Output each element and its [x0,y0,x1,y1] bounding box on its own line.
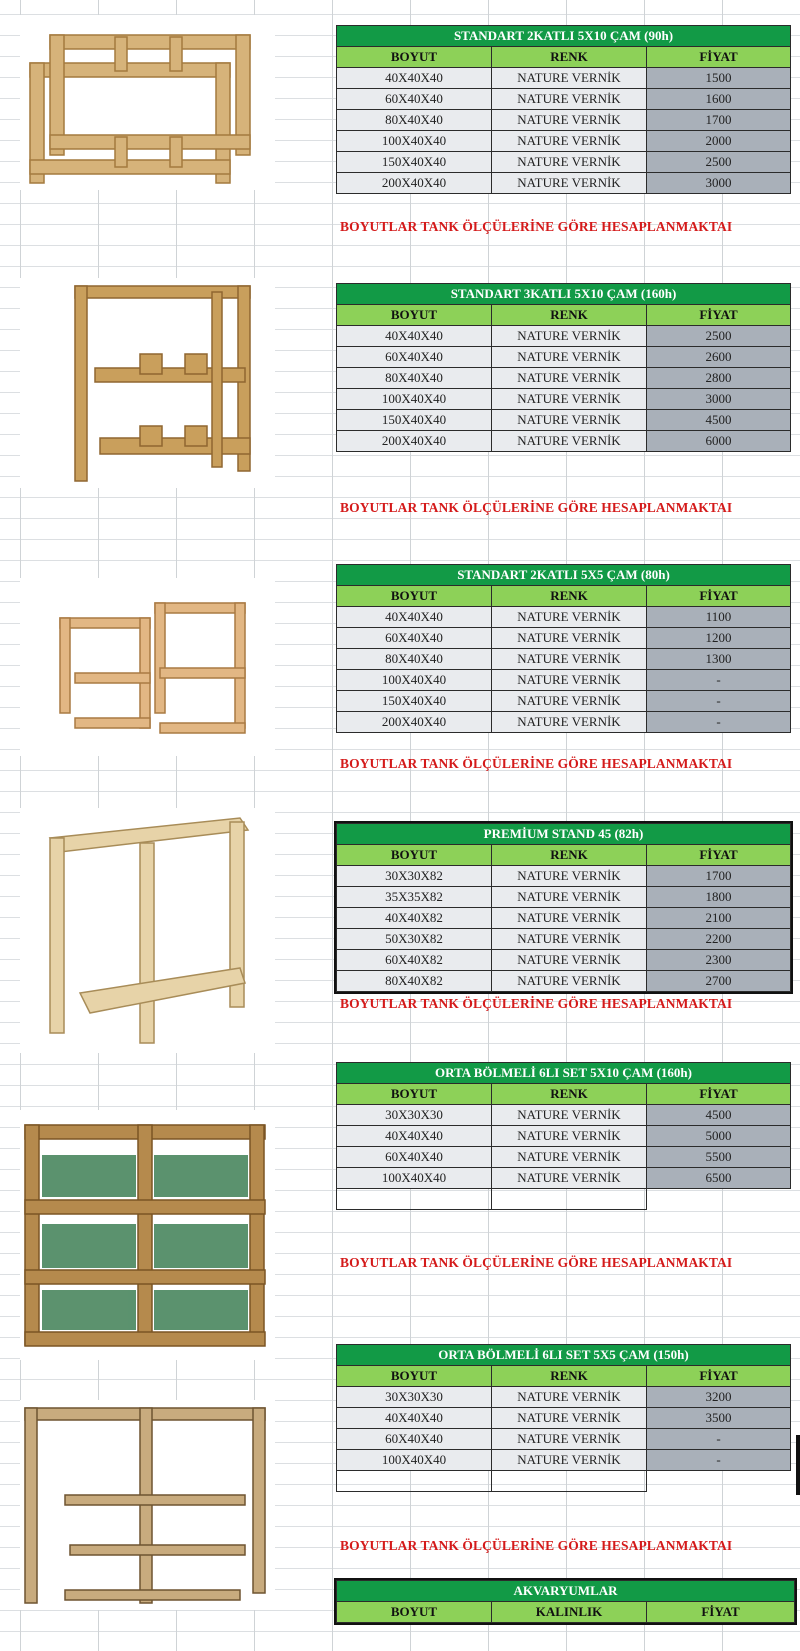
table-row [337,368,791,389]
color-cell: NATURE VERNİK [492,173,647,194]
table-row [337,110,791,131]
empty-cell [647,1189,791,1210]
price-cell: 2700 [647,971,791,992]
table-row [337,1105,791,1126]
size-cell: 100X40X40 [337,131,492,152]
price-cell: 3200 [647,1387,791,1408]
table-row [337,1168,791,1189]
price-cell: 4500 [647,410,791,431]
price-cell: - [647,1429,791,1450]
size-cell: 150X40X40 [337,410,492,431]
size-cell: 80X40X40 [337,110,492,131]
price-cell: 4500 [647,1105,791,1126]
column-header-price: FİYAT [647,845,791,866]
empty-cell [337,1189,492,1210]
column-header-size: BOYUT [337,1366,492,1387]
column-header-price: FİYAT [647,305,791,326]
color-cell: NATURE VERNİK [492,887,647,908]
price-cell: - [647,691,791,712]
table-row [337,950,791,971]
column-header-color: RENK [492,845,647,866]
size-cell: 30X30X82 [337,866,492,887]
size-cell: 200X40X40 [337,431,492,452]
color-cell: NATURE VERNİK [492,1450,647,1471]
table-title: ORTA BÖLMELİ 6LI SET 5X10 ÇAM (160h) [337,1063,791,1084]
column-header-size: BOYUT [337,47,492,68]
price-table [336,1580,795,1623]
table-row [337,866,791,887]
table-row [337,68,791,89]
column-header-size: BOYUT [337,586,492,607]
table-row [337,971,791,992]
price-table [336,823,791,992]
price-cell: 2800 [647,368,791,389]
table-row [337,908,791,929]
column-header-price: FİYAT [647,1084,791,1105]
price-table [336,1062,791,1210]
table-row [337,389,791,410]
table-row [337,1408,791,1429]
table-row [337,670,791,691]
empty-cell [337,1471,492,1492]
price-cell: 2000 [647,131,791,152]
color-cell: NATURE VERNİK [492,431,647,452]
small-cube-stands-photo [20,578,275,756]
table-row [337,649,791,670]
size-cell: 30X30X30 [337,1105,492,1126]
size-cell: 40X40X40 [337,1408,492,1429]
price-cell: 1800 [647,887,791,908]
price-cell: 2500 [647,152,791,173]
size-cell: 100X40X40 [337,1168,492,1189]
color-cell: NATURE VERNİK [492,908,647,929]
price-cell: 1300 [647,649,791,670]
premium-stand-photo [20,808,275,1053]
size-cell: 80X40X82 [337,971,492,992]
column-header-price: FİYAT [647,1366,791,1387]
color-cell: NATURE VERNİK [492,1147,647,1168]
table-title: PREMİUM STAND 45 (82h) [337,824,791,845]
price-cell: 1200 [647,628,791,649]
table-row [337,1450,791,1471]
color-cell: NATURE VERNİK [492,1429,647,1450]
color-cell: NATURE VERNİK [492,326,647,347]
size-cell: 60X40X40 [337,628,492,649]
price-cell: 5000 [647,1126,791,1147]
empty-cell [492,1189,647,1210]
column-header-thickness: KALINLIK [492,1602,647,1623]
price-cell: 2200 [647,929,791,950]
size-cell: 40X40X40 [337,326,492,347]
table-row [337,347,791,368]
size-cell: 40X40X40 [337,607,492,628]
price-table [336,25,791,194]
frame-edge-bar [796,1435,800,1495]
price-cell: 2300 [647,950,791,971]
table-row [337,712,791,733]
empty-row [337,1471,791,1492]
color-cell: NATURE VERNİK [492,1105,647,1126]
column-header-color: RENK [492,305,647,326]
size-note: BOYUTLAR TANK ÖLÇÜLERİNE GÖRE HESAPLANMAKTAI [340,219,733,234]
table-row [337,89,791,110]
price-cell: 6000 [647,431,791,452]
color-cell: NATURE VERNİK [492,866,647,887]
size-cell: 100X40X40 [337,1450,492,1471]
table-row [337,1387,791,1408]
table-row [337,326,791,347]
size-cell: 40X40X40 [337,1126,492,1147]
table-title: STANDART 2KATLI 5X10 ÇAM (90h) [337,26,791,47]
price-cell: 1600 [647,89,791,110]
price-cell: 3000 [647,389,791,410]
color-cell: NATURE VERNİK [492,670,647,691]
color-cell: NATURE VERNİK [492,152,647,173]
price-cell: 1100 [647,607,791,628]
color-cell: NATURE VERNİK [492,347,647,368]
column-header-size: BOYUT [337,845,492,866]
three-tier-wooden-stand-photo [20,278,275,488]
color-cell: NATURE VERNİK [492,68,647,89]
table-title: STANDART 2KATLI 5X5 ÇAM (80h) [337,565,791,586]
price-cell: 1500 [647,68,791,89]
table-row [337,1147,791,1168]
column-header-color: RENK [492,1084,647,1105]
six-tank-rack-frame-photo [20,1400,275,1610]
price-table [336,283,791,452]
color-cell: NATURE VERNİK [492,389,647,410]
size-cell: 30X30X30 [337,1387,492,1408]
size-note: BOYUTLAR TANK ÖLÇÜLERİNE GÖRE HESAPLANMAKTAI [340,500,733,515]
color-cell: NATURE VERNİK [492,929,647,950]
column-header-color: RENK [492,47,647,68]
color-cell: NATURE VERNİK [492,410,647,431]
color-cell: NATURE VERNİK [492,1408,647,1429]
table-row [337,628,791,649]
table-row [337,607,791,628]
table-row [337,173,791,194]
column-header-price: FİYAT [647,586,791,607]
color-cell: NATURE VERNİK [492,368,647,389]
table-row [337,929,791,950]
two-tier-wooden-stand-photo [20,15,275,190]
price-cell: - [647,712,791,733]
price-cell: 6500 [647,1168,791,1189]
size-note: BOYUTLAR TANK ÖLÇÜLERİNE GÖRE HESAPLANMAKTAI [340,756,733,771]
size-cell: 35X35X82 [337,887,492,908]
empty-row [337,1189,791,1210]
column-header-color: RENK [492,586,647,607]
price-cell: 5500 [647,1147,791,1168]
price-cell: 2600 [647,347,791,368]
price-cell: 1700 [647,866,791,887]
table-row [337,431,791,452]
size-cell: 80X40X40 [337,368,492,389]
price-table [336,564,791,733]
price-cell: 3500 [647,1408,791,1429]
column-header-price: FİYAT [647,1602,795,1623]
price-cell: 2100 [647,908,791,929]
color-cell: NATURE VERNİK [492,712,647,733]
price-cell: - [647,670,791,691]
size-cell: 100X40X40 [337,389,492,410]
size-note: BOYUTLAR TANK ÖLÇÜLERİNE GÖRE HESAPLANMAKTAI [340,1255,733,1270]
color-cell: NATURE VERNİK [492,1387,647,1408]
color-cell: NATURE VERNİK [492,607,647,628]
size-cell: 60X40X40 [337,1429,492,1450]
color-cell: NATURE VERNİK [492,89,647,110]
color-cell: NATURE VERNİK [492,628,647,649]
table-title: ORTA BÖLMELİ 6LI SET 5X5 ÇAM (150h) [337,1345,791,1366]
price-cell: 1700 [647,110,791,131]
table-row [337,131,791,152]
color-cell: NATURE VERNİK [492,649,647,670]
color-cell: NATURE VERNİK [492,1126,647,1147]
size-note: BOYUTLAR TANK ÖLÇÜLERİNE GÖRE HESAPLANMAKTAI [340,1538,733,1553]
size-cell: 200X40X40 [337,173,492,194]
color-cell: NATURE VERNİK [492,131,647,152]
table-title: STANDART 3KATLI 5X10 ÇAM (160h) [337,284,791,305]
size-cell: 150X40X40 [337,691,492,712]
size-cell: 100X40X40 [337,670,492,691]
price-cell: 2500 [647,326,791,347]
size-cell: 80X40X40 [337,649,492,670]
color-cell: NATURE VERNİK [492,110,647,131]
table-row [337,1429,791,1450]
column-header-size: BOYUT [337,1602,492,1623]
size-cell: 60X40X40 [337,1147,492,1168]
size-cell: 60X40X82 [337,950,492,971]
table-row [337,887,791,908]
column-header-color: RENK [492,1366,647,1387]
column-header-size: BOYUT [337,305,492,326]
empty-cell [647,1471,791,1492]
price-table [336,1344,791,1492]
size-note: BOYUTLAR TANK ÖLÇÜLERİNE GÖRE HESAPLANMAKTAI [340,996,733,1011]
table-row [337,1126,791,1147]
six-tank-rack-with-aquariums-photo [20,1110,275,1360]
table-row [337,152,791,173]
size-cell: 40X40X40 [337,68,492,89]
table-row [337,691,791,712]
empty-cell [492,1471,647,1492]
color-cell: NATURE VERNİK [492,950,647,971]
column-header-size: BOYUT [337,1084,492,1105]
size-cell: 200X40X40 [337,712,492,733]
price-cell: - [647,1450,791,1471]
size-cell: 40X40X82 [337,908,492,929]
size-cell: 60X40X40 [337,347,492,368]
color-cell: NATURE VERNİK [492,691,647,712]
price-cell: 3000 [647,173,791,194]
color-cell: NATURE VERNİK [492,1168,647,1189]
column-header-price: FİYAT [647,47,791,68]
table-title: AKVARYUMLAR [337,1581,795,1602]
size-cell: 60X40X40 [337,89,492,110]
size-cell: 150X40X40 [337,152,492,173]
table-row [337,410,791,431]
color-cell: NATURE VERNİK [492,971,647,992]
size-cell: 50X30X82 [337,929,492,950]
